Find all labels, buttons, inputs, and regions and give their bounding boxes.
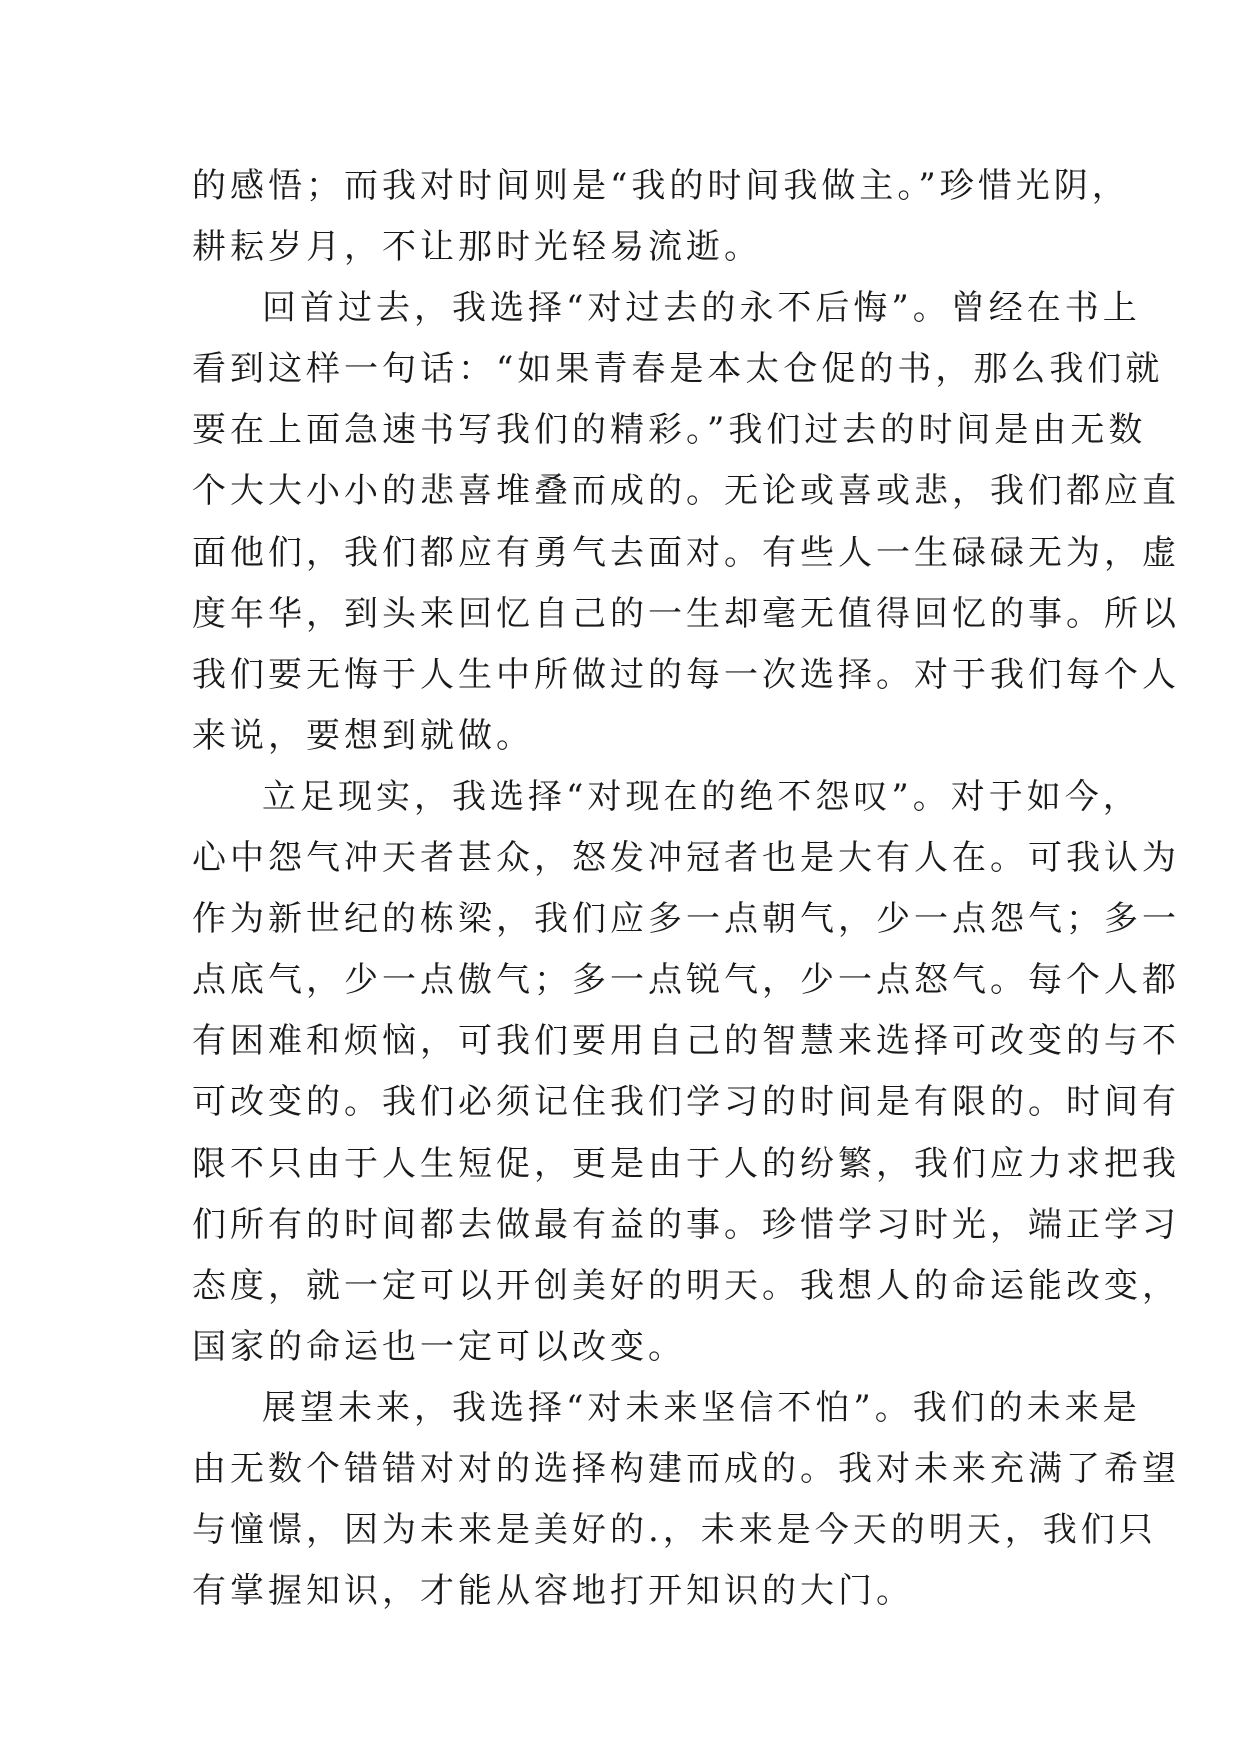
text-line: 来说，要想到就做。 [192, 715, 534, 756]
text-line: 态度，就一定可以开创美好的明天。我想人的命运能改变， [192, 1265, 1180, 1306]
text-line: 的感悟；而我对时间则是“我的时间我做主。”珍惜光阴， [192, 166, 1130, 206]
document-body [192, 156, 1180, 1622]
text-line: 耕耘岁月，不让那时光轻易流逝。 [192, 227, 762, 268]
text-line: 与憧憬，因为未来是美好的.，未来是今天的明天，我们只 [192, 1510, 1157, 1551]
text-line: 个大大小小的悲喜堆叠而成的。无论或喜或悲，我们都应直 [192, 471, 1180, 512]
text-line: 心中怨气冲天者甚众，怒发冲冠者也是大有人在。可我认为 [192, 838, 1180, 879]
text-line: 由无数个错错对对的选择构建而成的。我对未来充满了希望 [192, 1448, 1180, 1489]
paragraph-first-line: 展望未来，我选择“对未来坚信不怕”。我们的未来是 [262, 1387, 1141, 1428]
text-line: 看到这样一句话：“如果青春是本太仓促的书，那么我们就 [192, 349, 1164, 390]
text-line: 们所有的时间都去做最有益的事。珍惜学习时光，端正学习 [192, 1204, 1180, 1245]
text-line: 面他们，我们都应有勇气去面对。有些人一生碌碌无为，虚 [192, 532, 1180, 573]
paragraph-first-line: 立足现实，我选择“对现在的绝不怨叹”。对于如今， [262, 776, 1141, 817]
text-line: 可改变的。我们必须记住我们学习的时间是有限的。时间有 [192, 1082, 1180, 1123]
text-line: 我们要无悔于人生中所做过的每一次选择。对于我们每个人 [192, 654, 1180, 695]
text-line: 国家的命运也一定可以改变。 [192, 1326, 686, 1367]
text-line: 限不只由于人生短促，更是由于人的纷繁，我们应力求把我 [192, 1143, 1180, 1184]
text-line: 有掌握知识，才能从容地打开知识的大门。 [192, 1571, 914, 1612]
text-line: 有困难和烦恼，可我们要用自己的智慧来选择可改变的与不 [192, 1021, 1180, 1062]
text-line: 要在上面急速书写我们的精彩。”我们过去的时间是由无数 [192, 410, 1147, 451]
text-line: 点底气，少一点傲气；多一点锐气，少一点怒气。每个人都 [192, 960, 1180, 1001]
text-line: 度年华，到头来回忆自己的一生却毫无值得回忆的事。所以 [192, 593, 1180, 634]
text-line: 作为新世纪的栋梁，我们应多一点朝气，少一点怨气；多一 [192, 899, 1180, 940]
paragraph-first-line: 回首过去，我选择“对过去的永不后悔”。曾经在书上 [262, 288, 1141, 329]
